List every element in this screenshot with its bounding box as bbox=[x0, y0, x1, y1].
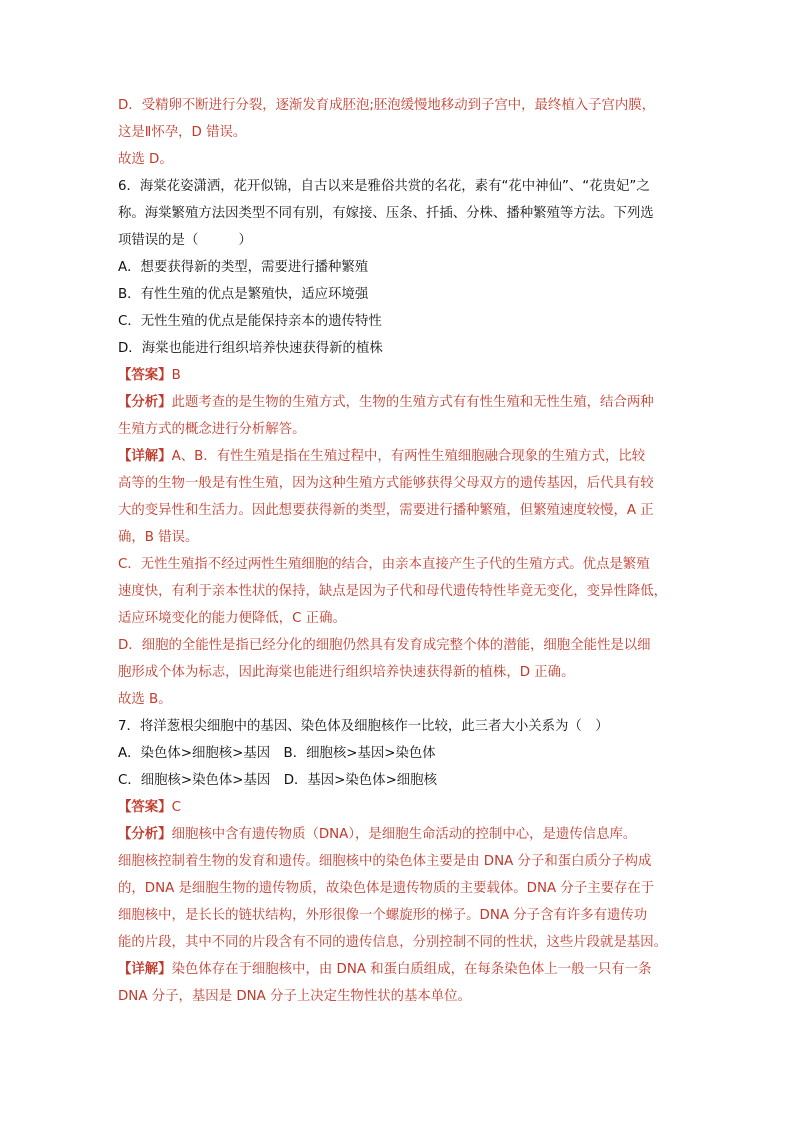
text-line: D．细胞的全能性是指已经分化的细胞仍然具有发育成完整个体的潜能，细胞全能性是以细 bbox=[118, 638, 651, 653]
text-line bbox=[118, 389, 678, 416]
section-text: C bbox=[171, 800, 181, 815]
section-tag: 【详解】 bbox=[118, 449, 172, 464]
text-line: B．有性生殖的优点是繁殖快，适应环境强 bbox=[118, 287, 369, 302]
section-tag: 【详解】 bbox=[118, 962, 172, 977]
text-line: 胞形成个体为标志，因此海棠也能进行组织培养快速获得新的植株，D 正确。 bbox=[118, 665, 575, 680]
text-line: 能的片段，其中不同的片段含有不同的遗传信息，分别控制不同的性状，这些片段就是基因。 bbox=[118, 935, 668, 950]
text-line: 细胞核中，是长长的链状结构，外形很像一个螺旋形的梯子。DNA 分子含有许多有遗传功 bbox=[118, 908, 648, 923]
text-line: A．想要获得新的类型，需要进行播种繁殖 bbox=[118, 260, 369, 275]
text-line: 生殖方式的概念进行分析解答。 bbox=[118, 422, 306, 437]
section-tag: 【分析】 bbox=[118, 827, 172, 842]
text-line: 大的变异性和生活力。因此想要获得新的类型，需要进行播种繁殖，但繁殖速度较慢，A 正 bbox=[118, 503, 654, 518]
section-tag: 【答案】 bbox=[118, 368, 172, 383]
text-line: 的，DNA 是细胞生物的遗传物质，故染色体是遗传物质的主要载体。DNA 分子主要存在于 bbox=[118, 881, 655, 896]
text-line: A．染色体>细胞核>基因 B．细胞核>基因>染色体 bbox=[118, 746, 436, 761]
text-line: C．无性生殖的优点是能保持亲本的遗传特性 bbox=[118, 314, 382, 329]
text-line bbox=[118, 443, 678, 470]
text-line: 称。海棠繁殖方法因类型不同有别，有嫁接、压条、扦插、分株、播种繁殖等方法。下列选 bbox=[118, 206, 654, 221]
text-line bbox=[118, 362, 678, 389]
text-line bbox=[118, 821, 678, 848]
text-line: 高等的生物一般是有性生殖，因为这种生殖方式能够获得父母双方的遗传基因，后代具有较 bbox=[118, 476, 654, 491]
section-tag: 【分析】 bbox=[118, 395, 172, 410]
text-line: DNA 分子，基因是 DNA 分子上决定生物性状的基本单位。 bbox=[118, 989, 471, 1004]
text-line: 7．将洋葱根尖细胞中的基因、染色体及细胞核作一比较，此三者大小关系为（ ） bbox=[118, 719, 609, 734]
text-line bbox=[118, 956, 678, 983]
section-tag: 【答案】 bbox=[118, 800, 172, 815]
section-text: A、B．有性生殖是指在生殖过程中，有两性生殖细胞融合现象的生殖方式，比较 bbox=[171, 449, 646, 464]
text-line: C．无性生殖指不经过两性生殖细胞的结合，由亲本直接产生子代的生殖方式。优点是繁殖 bbox=[118, 557, 650, 572]
text-line: 适应环境变化的能力便降低，C 正确。 bbox=[118, 611, 346, 626]
text-line: 故选 D。 bbox=[118, 152, 173, 167]
text-line: D．海棠也能进行组织培养快速获得新的植株 bbox=[118, 341, 383, 356]
text-line: 细胞核控制着生物的发育和遗传。细胞核中的染色体主要是由 DNA 分子和蛋白质分子构成 bbox=[118, 854, 652, 869]
text-line: 速度快，有利于亲本性状的保持，缺点是因为子代和母代遗传特性毕竟无变化，变异性降低， bbox=[118, 584, 668, 599]
document-body bbox=[118, 92, 678, 1010]
section-text: 染色体存在于细胞核中，由 DNA 和蛋白质组成，在每条染色体上一般一只有一条 bbox=[171, 962, 652, 977]
text-line: 6．海棠花姿潇洒，花开似锦，自古以来是雅俗共赏的名花，素有“花中神仙”、“花贵妃”之 bbox=[118, 179, 650, 194]
section-text: B bbox=[171, 368, 181, 383]
section-text: 此题考查的是生物的生殖方式，生物的生殖方式有有性生殖和无性生殖，结合两种 bbox=[171, 395, 654, 410]
text-line: 故选 B。 bbox=[118, 692, 172, 707]
text-line: D．受精卵不断进行分裂，逐渐发育成胚泡;胚泡缓慢地移动到子宫中，最终植入子宫内膜， bbox=[118, 98, 656, 113]
text-line: 确，B 错误。 bbox=[118, 530, 199, 545]
text-line: 这是Ⅱ怀孕，D 错误。 bbox=[118, 125, 247, 140]
text-line bbox=[118, 794, 678, 821]
text-line: C．细胞核>染色体>基因 D．基因>染色体>细胞核 bbox=[118, 773, 437, 788]
text-line: 项错误的是（ ） bbox=[118, 233, 252, 248]
section-text: 细胞核中含有遗传物质（DNA），是细胞生命活动的控制中心，是遗传信息库。 bbox=[171, 827, 637, 842]
